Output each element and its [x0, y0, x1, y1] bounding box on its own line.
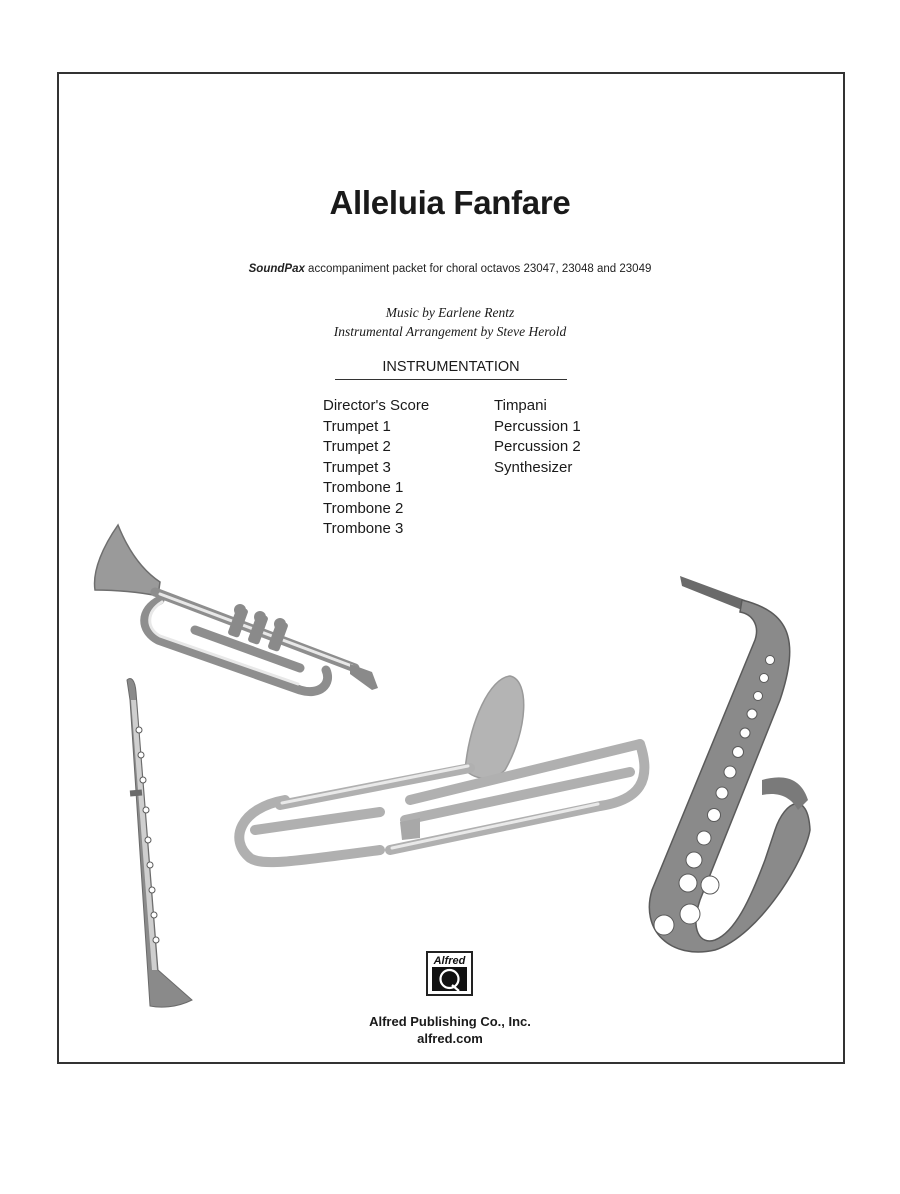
publisher-block — [0, 1013, 900, 1047]
composer-credit: Music by Earlene Rentz — [385, 305, 515, 320]
instrument-item: Timpani — [494, 397, 547, 414]
instrument-item: Trombone 2 — [323, 499, 404, 517]
instrument-item: Trumpet 2 — [323, 438, 391, 455]
publisher-name: Alfred Publishing Co., Inc. — [369, 1014, 531, 1029]
instrument-item: Synthesizer — [494, 458, 573, 476]
page-title: Alleluia Fanfare — [329, 184, 571, 221]
packet-description-text: accompaniment packet for choral octavos 23047, 23048 and 23049 — [304, 263, 652, 275]
arranger-credit: Instrumental Arrangement by Steve Herold — [333, 324, 567, 339]
instrument-item: Percussion 2 — [494, 438, 581, 455]
publisher-website[interactable]: alfred.com — [417, 1031, 483, 1046]
instrument-item: Percussion 1 — [494, 417, 581, 435]
instrument-item: Director's Score — [323, 397, 430, 414]
instrument-item: Trombone 3 — [323, 520, 404, 537]
logo-text: Alfred — [433, 955, 466, 967]
instrument-item: Trumpet 3 — [323, 458, 391, 476]
instrument-item: Trumpet 1 — [323, 417, 391, 435]
instrumentation-heading: INSTRUMENTATION — [335, 359, 567, 380]
alfred-logo — [426, 951, 473, 996]
brand-name: SoundPax — [248, 263, 305, 275]
instrument-item: Trombone 1 — [323, 479, 404, 496]
